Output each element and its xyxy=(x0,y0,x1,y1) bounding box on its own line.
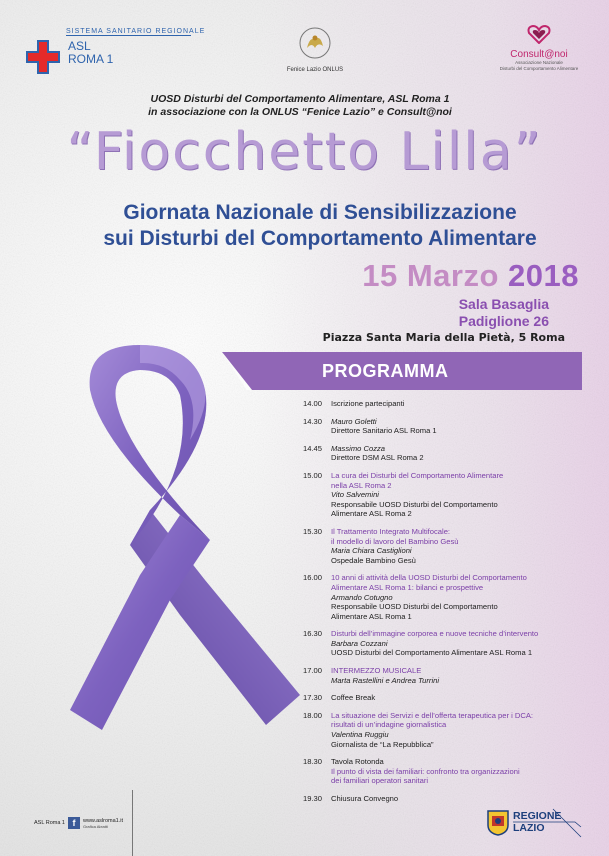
program-time: 14.45 xyxy=(303,443,323,453)
program-item xyxy=(303,794,593,804)
asl-name-line2: ROMA 1 xyxy=(68,52,114,66)
program-description: Alimentare ASL Roma 2 xyxy=(331,509,412,519)
program-item xyxy=(303,757,593,786)
program-time: 15.30 xyxy=(303,526,323,536)
program-speaker: Massimo Cozza xyxy=(331,443,386,453)
program-topic: Alimentare ASL Roma 1: bilanci e prospettive xyxy=(331,582,484,592)
program-topic: La situazione dei Servizi e dell’offerta terapeutica per i DCA: xyxy=(331,710,534,720)
program-speaker: Barbara Cozzani xyxy=(331,638,388,648)
asl-divider xyxy=(66,35,191,36)
program-topic: 10 anni di attività della UOSD Disturbi del Comportamento xyxy=(331,573,527,583)
program-time: 17.30 xyxy=(303,693,323,703)
regione-shield-icon xyxy=(487,810,509,836)
program-list xyxy=(303,399,593,812)
program-topic: risultati di un’indagine giornalistica xyxy=(331,720,447,730)
program-time: 14.00 xyxy=(303,399,323,408)
program-time: 19.30 xyxy=(303,794,323,803)
program-topic: nella ASL Roma 2 xyxy=(331,480,392,490)
consultanoi-logo xyxy=(484,24,594,72)
regione-swoosh-icon xyxy=(513,807,583,843)
program-topic: dei familiari operatori sanitari xyxy=(331,776,429,786)
program-topic: Il punto di vista dei familiari: confronto tra organizzazioni xyxy=(331,766,520,776)
program-description: Chiusura Convegno xyxy=(331,794,399,803)
program-description: Responsabile UOSD Disturbi del Comportamento xyxy=(331,602,498,612)
program-item xyxy=(303,693,593,703)
program-time: 15.00 xyxy=(303,470,323,480)
intro-line2: in associazione con la ONLUS “Fenice Lazio” e Consult@noi xyxy=(148,106,452,118)
program-description: Ospedale Bambino Gesù xyxy=(331,555,416,565)
program-topic: Il Trattamento Integrato Multifocale: xyxy=(331,526,451,536)
footer-asl-name: ASL Roma 1 xyxy=(34,820,65,826)
programma-label: PROGRAMMA xyxy=(322,361,449,381)
program-speaker: Valentina Ruggiu xyxy=(331,730,389,740)
fenice-caption: Fenice Lazio ONLUS xyxy=(286,67,344,73)
event-subtitle xyxy=(40,200,600,252)
program-description: Giornalista de “La Repubblica” xyxy=(331,739,434,749)
footer-links xyxy=(83,818,123,829)
asl-name xyxy=(68,40,113,66)
asl-system-label: SISTEMA SANITARIO REGIONALE xyxy=(66,28,206,35)
program-item xyxy=(303,711,593,749)
program-description: Direttore DSM ASL Roma 2 xyxy=(331,453,424,463)
program-description: Direttore Sanitario ASL Roma 1 xyxy=(331,426,437,436)
program-item xyxy=(303,471,593,519)
lilac-ribbon-image xyxy=(30,330,310,740)
event-date xyxy=(362,258,579,294)
program-time: 17.00 xyxy=(303,666,323,676)
footer-url[interactable]: www.aslroma1.it xyxy=(82,817,124,824)
subtitle-line1: Giornata Nazionale di Sensibilizzazione xyxy=(123,201,517,224)
consult-name: Consult@noi xyxy=(510,49,568,60)
event-address: Piazza Santa Maria della Pietà, 5 Roma xyxy=(322,331,565,344)
program-speaker: Mauro Goletti xyxy=(331,416,377,426)
program-time: 14.30 xyxy=(303,416,323,426)
program-item xyxy=(303,444,593,463)
phoenix-icon xyxy=(298,26,332,60)
program-time: 18.30 xyxy=(303,757,323,767)
program-speaker: Marta Rastellini e Andrea Turrini xyxy=(331,675,440,685)
red-cross-icon xyxy=(26,40,60,74)
venue-line2: Padiglione 26 xyxy=(458,313,549,329)
heart-icon xyxy=(527,24,551,44)
regione-lazio-logo xyxy=(487,808,587,842)
program-item xyxy=(303,417,593,436)
date-year: 2018 xyxy=(508,258,579,293)
regione-line1: REGIONE xyxy=(513,810,562,822)
program-description: Coffee Break xyxy=(331,693,376,703)
program-item xyxy=(303,666,593,685)
footer-divider xyxy=(132,790,133,856)
program-topic: INTERMEZZO MUSICALE xyxy=(331,666,422,676)
event-title: “Fiocchetto Lilla” xyxy=(66,122,543,182)
intro-line1: UOSD Disturbi del Comportamento Alimentare, ASL Roma 1 xyxy=(150,93,450,105)
regione-line2: LAZIO xyxy=(513,822,545,834)
venue-line1: Sala Basaglia xyxy=(458,296,549,312)
program-item xyxy=(303,399,593,409)
footer-credit: Grafica Aleatti xyxy=(82,823,108,829)
program-time: 16.00 xyxy=(303,573,323,583)
date-day-month: 15 Marzo xyxy=(362,258,499,293)
program-item xyxy=(303,573,593,621)
asl-name-line1: ASL xyxy=(68,39,91,53)
program-time: 18.00 xyxy=(303,710,323,720)
programma-banner xyxy=(222,352,582,390)
program-item xyxy=(303,527,593,565)
program-description: Tavola Rotonda xyxy=(331,757,384,767)
fenice-lazio-logo xyxy=(270,26,360,73)
program-speaker: Vito Salvemini xyxy=(331,490,379,500)
facebook-icon[interactable]: f xyxy=(68,817,80,829)
program-topic: il modello di lavoro del Bambino Gesù xyxy=(331,536,459,546)
footer-asl-info xyxy=(34,817,123,829)
consult-caption-2: Disturbi del Comportamento Alimentare xyxy=(499,66,579,71)
program-topic: Disturbi dell’immagine corporea e nuove tecniche d’intervento xyxy=(331,629,539,639)
consult-caption-1: Associazione Nazionale xyxy=(515,60,563,65)
program-description: Iscrizione partecipanti xyxy=(331,399,405,408)
subtitle-line2: sui Disturbi del Comportamento Alimentare xyxy=(103,227,537,250)
program-speaker: Armando Cotugno xyxy=(331,592,393,602)
program-item xyxy=(303,629,593,658)
program-description: Responsabile UOSD Disturbi del Comportamento xyxy=(331,499,498,509)
program-description: Alimentare ASL Roma 1 xyxy=(331,611,412,621)
intro-text xyxy=(100,93,500,119)
program-speaker: Maria Chiara Castiglioni xyxy=(331,546,412,556)
program-time: 16.30 xyxy=(303,629,323,639)
program-topic: La cura dei Disturbi del Comportamento Alimentare xyxy=(331,470,504,480)
event-venue xyxy=(459,296,549,330)
program-description: UOSD Disturbi del Comportamento Alimentare ASL Roma 1 xyxy=(331,648,533,658)
